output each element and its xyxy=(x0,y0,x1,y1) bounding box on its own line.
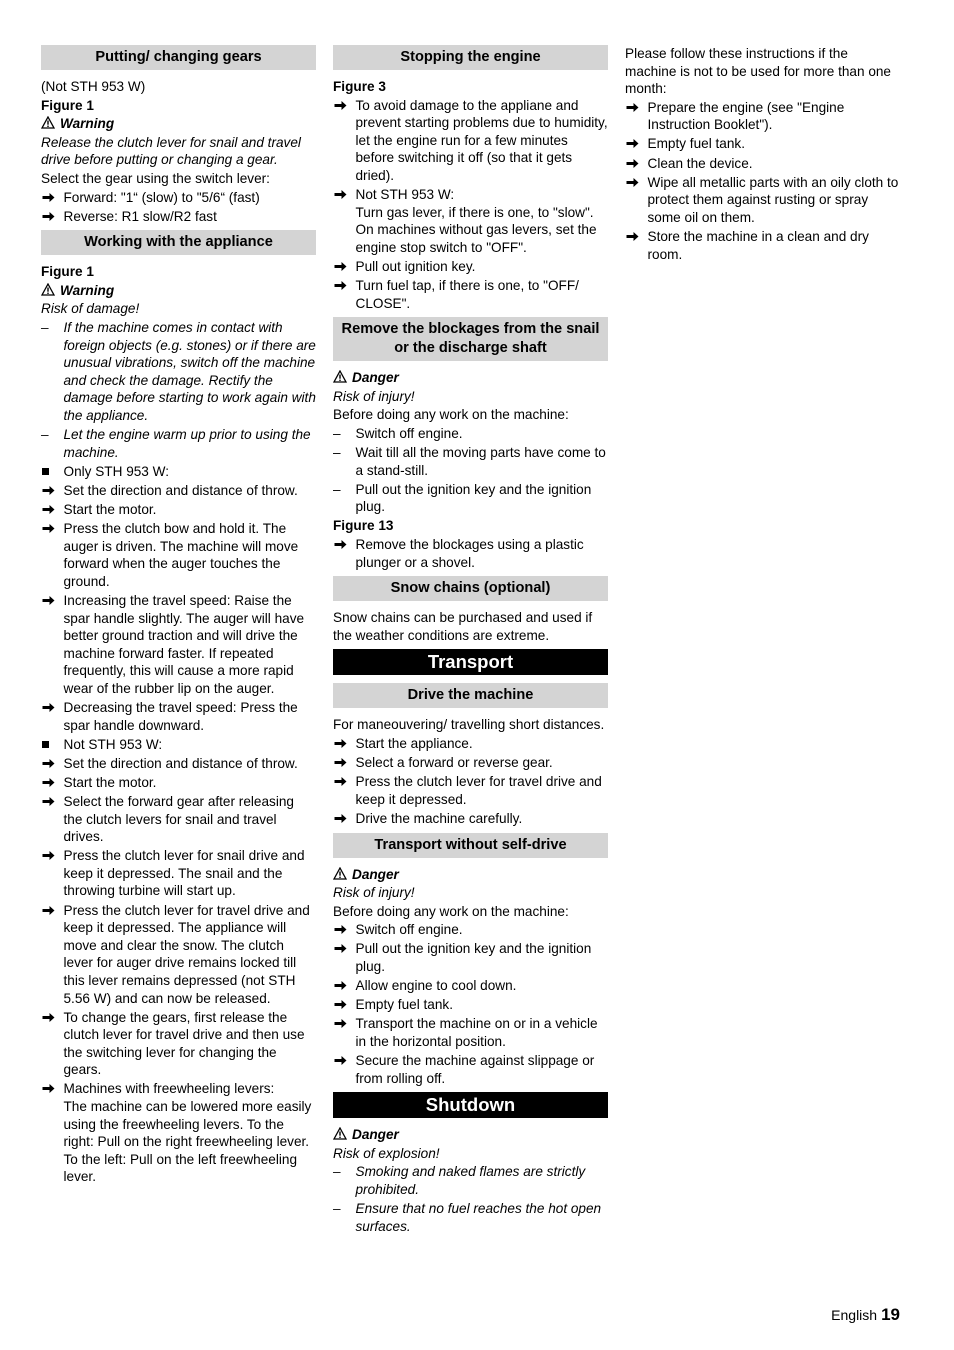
arrow-right-icon xyxy=(626,138,639,149)
section-heading-working-with-appliance: Working with the appliance xyxy=(41,230,316,255)
arrow-right-icon xyxy=(42,758,55,769)
section-heading-transport-without-self-drive: Transport without self-drive xyxy=(333,833,608,858)
list-item: Set the direction and distance of throw. xyxy=(41,755,316,773)
arrow-right-icon xyxy=(334,999,347,1010)
list-item: Select the forward gear after releasing the clutch levers for snail and travel drives. xyxy=(41,793,316,846)
list-item: Drive the machine carefully. xyxy=(333,810,608,828)
arrow-right-icon xyxy=(42,211,55,222)
page-number: 19 xyxy=(881,1305,900,1324)
arrow-right-icon xyxy=(334,757,347,768)
warning-text: Release the clutch lever for snail and travel drive before putting or changing a gear. xyxy=(41,134,301,168)
square-item: Only STH 953 W: xyxy=(41,463,316,481)
arrow-right-icon xyxy=(626,177,639,188)
arrow-right-icon xyxy=(334,539,347,550)
arrow-right-icon xyxy=(334,100,347,111)
main-heading-shutdown: Shutdown xyxy=(333,1092,608,1118)
arrow-right-icon xyxy=(42,796,55,807)
paragraph: Please follow these instructions if the machine is not to be used for more than one month: xyxy=(625,46,891,97)
list-item: Press the clutch lever for snail drive and keep it depressed. The snail and the throwing turbine will start up. xyxy=(41,847,316,900)
square-bullet-icon xyxy=(42,741,49,748)
list-item: Turn fuel tap, if there is one, to "OFF/ CLOSE". xyxy=(333,277,608,312)
arrow-right-icon xyxy=(42,850,55,861)
arrow-right-icon xyxy=(42,595,55,606)
dash-item: – Ensure that no fuel reaches the hot open surfaces. xyxy=(333,1201,602,1234)
arrow-right-icon xyxy=(42,777,55,788)
list-item: To avoid damage to the appliane and prevent starting problems due to humidity, let the engine run for a few minutes before switching it off (so that it gets dried). xyxy=(333,97,608,185)
list-item: Pull out the ignition key and the ignition plug. xyxy=(333,940,608,975)
column-1 xyxy=(41,45,316,1188)
paragraph: Before doing any work on the machine: xyxy=(333,903,569,919)
list-item: Switch off engine. xyxy=(333,921,608,939)
list-item: Remove the blockages using a plastic plunger or a shovel. xyxy=(333,536,608,571)
arrow-right-icon xyxy=(42,702,55,713)
arrow-right-icon xyxy=(626,231,639,242)
arrow-right-icon xyxy=(42,1012,55,1023)
risk-text: Risk of explosion! xyxy=(333,1145,440,1161)
list-item: Empty fuel tank. xyxy=(333,996,608,1014)
figure-ref: Figure 1 xyxy=(41,264,94,280)
list-item: Transport the machine on or in a vehicle in the horizontal position. xyxy=(333,1015,608,1050)
list-item: Select a forward or reverse gear. xyxy=(333,754,608,772)
risk-text: Risk of injury! xyxy=(333,388,415,404)
square-item: Not STH 953 W: xyxy=(41,736,316,754)
paragraph: Before doing any work on the machine: xyxy=(333,407,569,423)
figure-ref: Figure 3 xyxy=(333,79,386,94)
list-item: Press the clutch lever for travel drive and keep it depressed. xyxy=(333,773,608,808)
paragraph: For maneouvering/ travelling short distances. xyxy=(333,717,605,733)
warning-triangle-icon xyxy=(333,370,347,383)
list-item: Set the direction and distance of throw. xyxy=(41,482,316,500)
list-item: Secure the machine against slippage or from rolling off. xyxy=(333,1052,608,1087)
warning-triangle-icon xyxy=(41,283,55,296)
arrow-right-icon xyxy=(334,813,347,824)
figure-ref: Figure 13 xyxy=(333,518,394,534)
arrow-right-icon xyxy=(334,738,347,749)
arrow-right-icon xyxy=(334,924,347,935)
arrow-right-icon xyxy=(334,1055,347,1066)
list-item: Empty fuel tank. xyxy=(625,135,900,153)
dash-item: – Wait till all the moving parts have come to a stand-still. xyxy=(333,445,606,478)
note-not-sth-953w: (Not STH 953 W) xyxy=(41,79,146,94)
footer-language: English xyxy=(831,1307,878,1323)
list-item: Machines with freewheeling levers: The machine can be lowered more easily using the freewheeling levers. To the right: Pull on the right freewheeling lever. To the left: Pull on the left freewheeling lever. xyxy=(41,1080,316,1186)
arrow-right-icon xyxy=(626,102,639,113)
list-item: Forward: "1“ (slow) to "5/6“ (fast) xyxy=(41,189,316,207)
dash-item: – Smoking and naked flames are strictly prohibited. xyxy=(333,1164,586,1197)
arrow-right-icon xyxy=(42,1083,55,1094)
arrow-right-icon xyxy=(626,158,639,169)
list-item: Decreasing the travel speed: Press the spar handle downward. xyxy=(41,699,316,734)
list-item: Clean the device. xyxy=(625,155,900,173)
main-heading-transport: Transport xyxy=(333,649,608,675)
section-heading-drive-machine: Drive the machine xyxy=(333,683,608,708)
arrow-right-icon xyxy=(334,261,347,272)
list-item: Reverse: R1 slow/R2 fast xyxy=(41,208,316,226)
list-item: To change the gears, first release the clutch lever for travel drive and then use the switching lever for changing the gears. xyxy=(41,1009,316,1079)
arrow-right-icon xyxy=(334,189,347,200)
list-item: Press the clutch lever for travel drive and keep it depressed. The appliance will move and clear the snow. The clutch lever for auger drive remains locked till this lever remains depressed (not STH 5.56 W) and can now be released. xyxy=(41,902,316,1008)
danger-label: Danger xyxy=(333,866,608,884)
risk-text: Risk of damage! xyxy=(41,301,140,317)
section-heading-stopping-engine: Stopping the engine xyxy=(333,45,608,70)
warning-label: Warning xyxy=(41,282,316,300)
list-item: Prepare the engine (see "Engine Instruction Booklet"). xyxy=(625,99,900,134)
list-item: Start the motor. xyxy=(41,501,316,519)
arrow-right-icon xyxy=(42,504,55,515)
dash-item: – Switch off engine. xyxy=(333,426,463,441)
arrow-right-icon xyxy=(334,776,347,787)
arrow-right-icon xyxy=(334,280,347,291)
square-bullet-icon xyxy=(42,468,49,475)
page-footer xyxy=(831,1306,900,1325)
dash-item: – If the machine comes in contact with foreign objects (e.g. stones) or if there are unusual vibrations, switch off the machine and check the damage. Rectify the damage before starting to work again with the appliance. xyxy=(41,320,316,423)
arrow-right-icon xyxy=(42,905,55,916)
danger-label: Danger xyxy=(333,1126,608,1144)
dash-item: – Pull out the ignition key and the ignition plug. xyxy=(333,481,592,515)
warning-triangle-icon xyxy=(333,1127,347,1140)
risk-text: Risk of injury! xyxy=(333,885,415,901)
warning-triangle-icon xyxy=(333,867,347,880)
column-3 xyxy=(625,45,900,265)
arrow-right-icon xyxy=(334,1018,347,1029)
paragraph: Select the gear using the switch lever: xyxy=(41,170,270,186)
arrow-right-icon xyxy=(334,980,347,991)
section-heading-remove-blockages: Remove the blockages from the snail or the discharge shaft xyxy=(333,317,608,361)
list-item: Not STH 953 W: Turn gas lever, if there is one, to "slow". On machines without gas levers, set the engine stop switch to "OFF". xyxy=(333,186,608,256)
arrow-right-icon xyxy=(42,485,55,496)
list-item: Allow engine to cool down. xyxy=(333,977,608,995)
arrow-right-icon xyxy=(334,943,347,954)
dash-item: – Let the engine warm up prior to using the machine. xyxy=(41,427,311,460)
list-item: Start the appliance. xyxy=(333,735,608,753)
warning-triangle-icon xyxy=(41,116,55,129)
list-item: Store the machine in a clean and dry room. xyxy=(625,228,900,263)
section-heading-snow-chains: Snow chains (optional) xyxy=(333,576,608,601)
list-item: Increasing the travel speed: Raise the spar handle slightly. The auger will have better ground traction and will drive the machine forward faster. If repeated frequently, this will cause a more rapid wear of the rubber lip on the auger. xyxy=(41,592,316,698)
list-item: Wipe all metallic parts with an oily cloth to protect them against rusting or spray some oil on them. xyxy=(625,174,900,227)
list-item: Press the clutch bow and hold it. The auger is driven. The machine will move forward when the auger touches the ground. xyxy=(41,520,316,590)
warning-label: Warning xyxy=(41,115,316,133)
danger-label: Danger xyxy=(333,369,608,387)
paragraph: Snow chains can be purchased and used if the weather conditions are extreme. xyxy=(333,610,593,643)
arrow-right-icon xyxy=(42,192,55,203)
figure-ref: Figure 1 xyxy=(41,97,94,113)
arrow-right-icon xyxy=(42,523,55,534)
column-2 xyxy=(333,45,608,1237)
section-heading-putting-changing-gears: Putting/ changing gears xyxy=(41,45,316,70)
list-item: Pull out ignition key. xyxy=(333,258,608,276)
list-item: Start the motor. xyxy=(41,774,316,792)
